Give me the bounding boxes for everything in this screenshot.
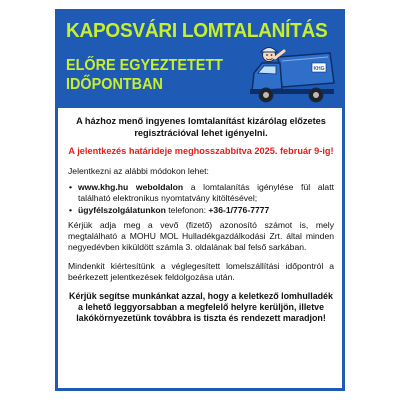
deadline-text: A jelentkezés határideje meghosszabbítva 2025. február 9-ig!	[68, 146, 334, 156]
notification-note: Mindenkit kiértesítünk a véglegesített lomelszállítási időpontról a beérkezett jelentkezések feldolgozása után.	[68, 260, 334, 282]
subtitle-line-2: IDŐPONTBAN	[66, 76, 163, 93]
poster-subtitle	[66, 56, 243, 94]
method-phone	[78, 205, 334, 216]
method-website	[78, 182, 334, 204]
payer-id-note: Kérjük adja meg a vevő (fizető) azonosító számot is, mely megtalálható a MOHU MOL Hulladékgazdálkodási Zrt. által minden negyedévben kiküldött számla 3. oldalának bal felső sarkában.	[68, 219, 334, 252]
phone-number: +36-1/776-7777	[208, 204, 270, 215]
garbage-truck-icon	[248, 43, 338, 105]
intro-text: A házhoz menő ingyenes lomtalanítást kizárólag előzetes regisztrációval lehet igényelni.	[76, 116, 326, 138]
method-phone-rest: telefonon:	[165, 204, 209, 215]
truck-logo-text: KHG	[313, 66, 325, 72]
methods-intro: Jelentkezni az alábbi módokon lehet:	[68, 165, 209, 176]
poster-header	[58, 12, 342, 108]
method-phone-bold: ügyfélszolgálatunkon	[78, 204, 166, 215]
method-website-bold: www.khg.hu weboldalon	[78, 181, 184, 192]
method-website-rest: a lomtalanítás igénylése fül alatt található elektronikus nyomtatvány kitöltésével;	[78, 181, 334, 203]
poster-title: KAPOSVÁRI LOMTALANÍTÁS	[66, 19, 328, 42]
poster-body	[68, 116, 334, 325]
subtitle-line-1: ELŐRE EGYEZTETETT	[66, 57, 223, 74]
poster	[55, 9, 345, 391]
methods-list	[68, 182, 334, 216]
closing-text: Kérjük segítse munkánkat azzal, hogy a keletkező lomhulladék a lehető leggyorsabban a megfelelő helyre kerüljön, illetve lakókörnyezetünk továbbra is tiszta és rendezett maradjon!	[69, 290, 333, 324]
